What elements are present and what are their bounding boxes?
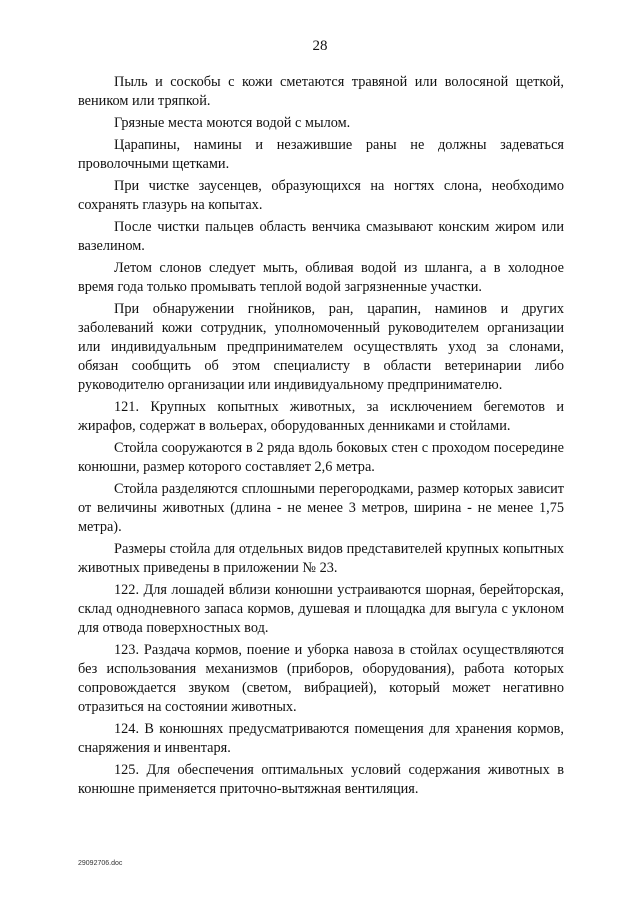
paragraph: Стойла сооружаются в 2 ряда вдоль боковых стен с проходом посередине конюшни, размер которого составляет 2,6 метра.	[78, 440, 564, 475]
paragraph: 122. Для лошадей вблизи конюшни устраиваются шорная, берейторская, склад однодневного запаса кормов, душевая и площадка для выгула с уклоном для отвода поверхностных вод.	[78, 582, 564, 636]
paragraph: Стойла разделяются сплошными перегородками, размер которых зависит от величины животных (длина - не менее 3 метров, ширина - не менее 1,75 метра).	[78, 481, 564, 535]
paragraph: Пыль и соскобы с кожи сметаются травяной или волосяной щеткой, веником или тряпкой.	[78, 74, 564, 109]
paragraph: Грязные места моются водой с мылом.	[114, 115, 351, 131]
paragraph: При чистке заусенцев, образующихся на ногтях слона, необходимо сохранять глазурь на копытах.	[78, 178, 564, 213]
paragraph: 124. В конюшнях предусматриваются помещения для хранения кормов, снаряжения и инвентаря.	[78, 721, 564, 756]
paragraph: При обнаружении гнойников, ран, царапин, наминов и других заболеваний кожи сотрудник, уполномоченный руководителем организации или индивидуальным предпринимателем осуществлять уход за слонами, обязан сообщить об этом специалисту в области ветеринарии либо руководителю организации или индивидуальному предпринимателю.	[78, 301, 564, 393]
page-number: 28	[312, 38, 328, 54]
footer-file-code: 29092706.doc	[78, 860, 123, 867]
paragraph: После чистки пальцев область венчика смазывают конским жиром или вазелином.	[78, 219, 564, 254]
paragraph: 123. Раздача кормов, поение и уборка навоза в стойлах осуществляются без использования механизмов (приборов, оборудования), работа которых сопровождается звуком (светом, вибрацией), который может негативно отразиться на состоянии животных.	[78, 642, 564, 715]
paragraph: Царапины, намины и незажившие раны не должны задеваться проволочными щетками.	[78, 137, 564, 172]
paragraph: Размеры стойла для отдельных видов представителей крупных копытных животных приведены в приложении № 23.	[78, 541, 564, 576]
paragraph: Летом слонов следует мыть, обливая водой из шланга, а в холодное время года только промывать теплой водой загрязненные участки.	[78, 260, 564, 295]
paragraph: 121. Крупных копытных животных, за исключением бегемотов и жирафов, содержат в вольерах, оборудованных денниками и стойлами.	[78, 399, 564, 434]
document-body	[78, 73, 564, 799]
paragraph: 125. Для обеспечения оптимальных условий содержания животных в конюшне применяется приточно-вытяжная вентиляция.	[78, 762, 564, 797]
